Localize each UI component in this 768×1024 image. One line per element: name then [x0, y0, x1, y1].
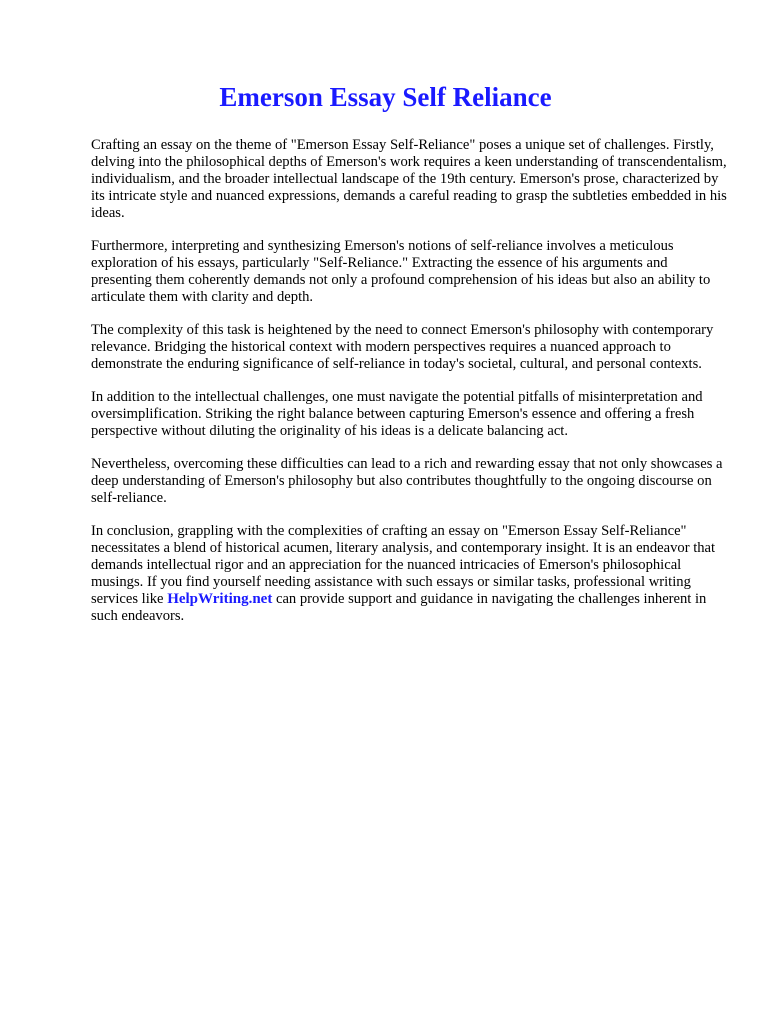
paragraph-interpretation: Furthermore, interpreting and synthesizing Emerson's notions of self-reliance involves a meticulous exploration of his essays, particularly "Self-Reliance." Extracting the essence of his arguments and presenting them coherently demands not only a profound comprehension of his ideas but also an ability to articulate them with clarity and depth.	[91, 238, 711, 305]
paragraph-challenges: In addition to the intellectual challenges, one must navigate the potential pitfalls of misinterpretation and oversimplification. Striking the right balance between capturing Emerson's essence and offering a fresh perspective without diluting the originality of his ideas is a delicate balancing act.	[91, 389, 703, 439]
conclusion-text-after-link: can provide support and guidance in navigating the challenges inherent in such endeavors.	[91, 591, 707, 624]
paragraph-intro: Crafting an essay on the theme of "Emerson Essay Self-Reliance" poses a unique set of challenges. Firstly, delving into the philosophical depths of Emerson's work requires a keen understanding of transcendentalism, individualism, and the broader intellectual landscape of the 19th century. Emerson's prose, characterized by its intricate style and nuanced expressions, demands a careful reading to grasp the subtleties embedded in his ideas.	[91, 137, 727, 221]
helpwriting-link[interactable]: HelpWriting.net	[167, 591, 273, 607]
page-title: Emerson Essay Self Reliance	[219, 82, 552, 112]
paragraph-complexity: The complexity of this task is heightened by the need to connect Emerson's philosophy with contemporary relevance. Bridging the historical context with modern perspectives requires a nuanced approach to demonstrate the enduring significance of self-reliance in today's societal, cultural, and personal contexts.	[91, 322, 714, 372]
paragraph-conclusion	[91, 523, 731, 625]
conclusion-text-before-link: In conclusion, grappling with the complexities of crafting an essay on "Emerson Essay Self-Reliance" necessitates a blend of historical acumen, literary analysis, and contemporary insight. It is an endeavor that demands intellectual rigor and an appreciation for the nuanced intricacies of Emerson's philosophical musings. If you find yourself needing assistance with such essays or similar tasks, professional writing services like	[91, 523, 716, 607]
paragraph-nevertheless: Nevertheless, overcoming these difficulties can lead to a rich and rewarding essay that not only showcases a deep understanding of Emerson's philosophy but also contributes thoughtfully to the ongoing discourse on self-reliance.	[91, 456, 723, 506]
